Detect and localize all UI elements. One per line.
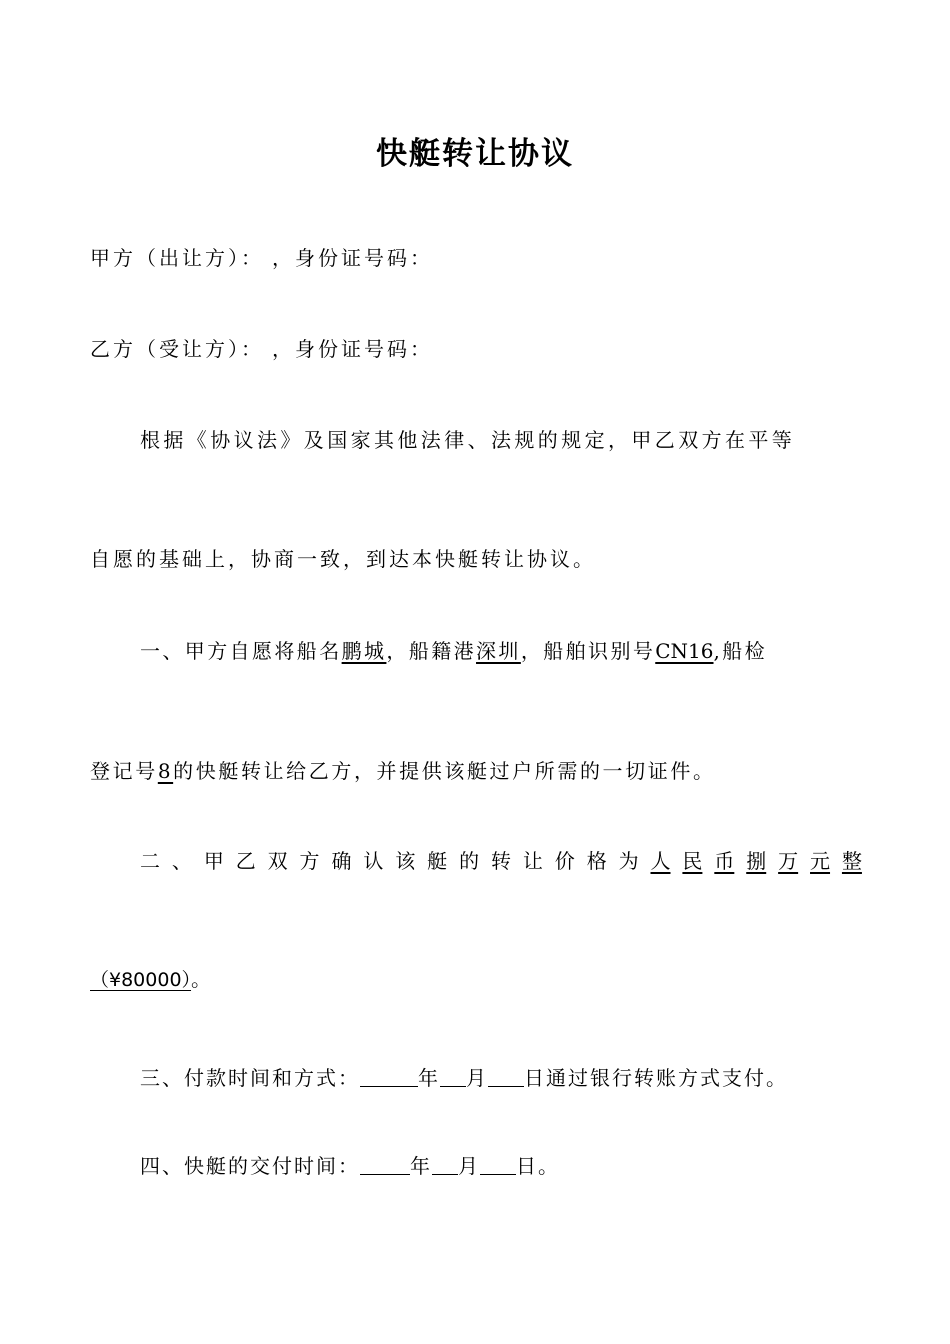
preamble-line-1: 根据《协议法》及国家其他法律、法规的规定，甲乙双方在平等 — [140, 428, 796, 452]
ship-id-label: ，船舶识别号 — [520, 639, 656, 663]
delivery-year-label: 年 — [410, 1154, 432, 1178]
price-number: （¥80000） — [90, 969, 192, 991]
clause-2-char: 乙 — [235, 849, 256, 873]
clause-4-suffix: 日。 — [516, 1154, 560, 1178]
clause-2-char: 双 — [267, 849, 288, 873]
clause-2-char: 甲 — [203, 849, 224, 873]
price-char: 万 — [778, 849, 799, 873]
clause-2-char: 、 — [171, 849, 192, 873]
clause-2-char: 让 — [522, 849, 543, 873]
clause-2-char: 价 — [554, 849, 575, 873]
payment-month-blank — [440, 1064, 466, 1087]
price-char: 币 — [714, 849, 735, 873]
party-b-line — [90, 333, 862, 365]
clause-1-line-2 — [90, 755, 862, 787]
delivery-day-blank — [480, 1152, 516, 1175]
price-char: 整 — [841, 849, 862, 873]
clause-4-line — [140, 1150, 862, 1182]
delivery-year-blank — [360, 1152, 410, 1175]
price-char: 捌 — [746, 849, 767, 873]
clause-2-char: 方 — [299, 849, 320, 873]
clause-3-prefix: 三、付款时间和方式： — [140, 1066, 360, 1090]
clause-2-char: 该 — [395, 849, 416, 873]
party-a-line — [90, 242, 862, 274]
clause-3-suffix: 日通过银行转账方式支付。 — [524, 1066, 788, 1090]
port-label: ，船籍港 — [386, 639, 477, 663]
clause-2-char: 格 — [586, 849, 607, 873]
ship-id: CN16 — [655, 639, 714, 663]
clause-2-line-1 — [140, 845, 862, 877]
clause-2-char: 的 — [459, 849, 480, 873]
clause-1-prefix: 一、甲方自愿将船名 — [140, 639, 342, 663]
clause-2-line-2 — [90, 963, 862, 996]
ship-name: 鹏城 — [341, 639, 387, 663]
ship-port: 深圳 — [476, 639, 521, 663]
clause-1-suffix: 的快艇转让给乙方，并提供该艇过户所需的一切证件。 — [173, 759, 716, 783]
party-a-id-label: ，身份证号码： — [272, 246, 433, 270]
clause-2-char: 确 — [331, 849, 352, 873]
clause-2-char: 为 — [618, 849, 639, 873]
reg-no: 8 — [157, 759, 174, 783]
party-b-id-label: ，身份证号码： — [272, 337, 433, 361]
price-char: 民 — [682, 849, 703, 873]
payment-year-blank — [360, 1064, 418, 1087]
payment-year-label: 年 — [418, 1066, 440, 1090]
clause-3-line — [140, 1062, 862, 1094]
document-title: 快艇转让协议 — [376, 136, 574, 172]
delivery-month-label: 月 — [458, 1154, 480, 1178]
price-char: 元 — [810, 849, 831, 873]
party-a-label: 甲方（出让方）： — [90, 246, 264, 270]
party-b-label: 乙方（受让方）： — [90, 337, 264, 361]
reg-no-label: 登记号 — [90, 759, 158, 783]
delivery-month-blank — [432, 1152, 458, 1175]
clause-1-line-1 — [140, 635, 862, 667]
clause-2-char: 艇 — [427, 849, 448, 873]
clause-2-char: 转 — [490, 849, 511, 873]
clause-2-char: 认 — [363, 849, 384, 873]
reg-label: ,船检 — [713, 639, 768, 663]
clause-4-prefix: 四、快艇的交付时间： — [140, 1154, 360, 1178]
clause-2-end: 。 — [191, 967, 215, 991]
payment-day-blank — [488, 1064, 524, 1087]
price-char: 人 — [650, 849, 671, 873]
clause-2-char: 二 — [140, 849, 160, 873]
payment-month-label: 月 — [466, 1066, 488, 1090]
preamble-line-2: 自愿的基础上，协商一致，到达本快艇转让协议。 — [90, 547, 596, 571]
